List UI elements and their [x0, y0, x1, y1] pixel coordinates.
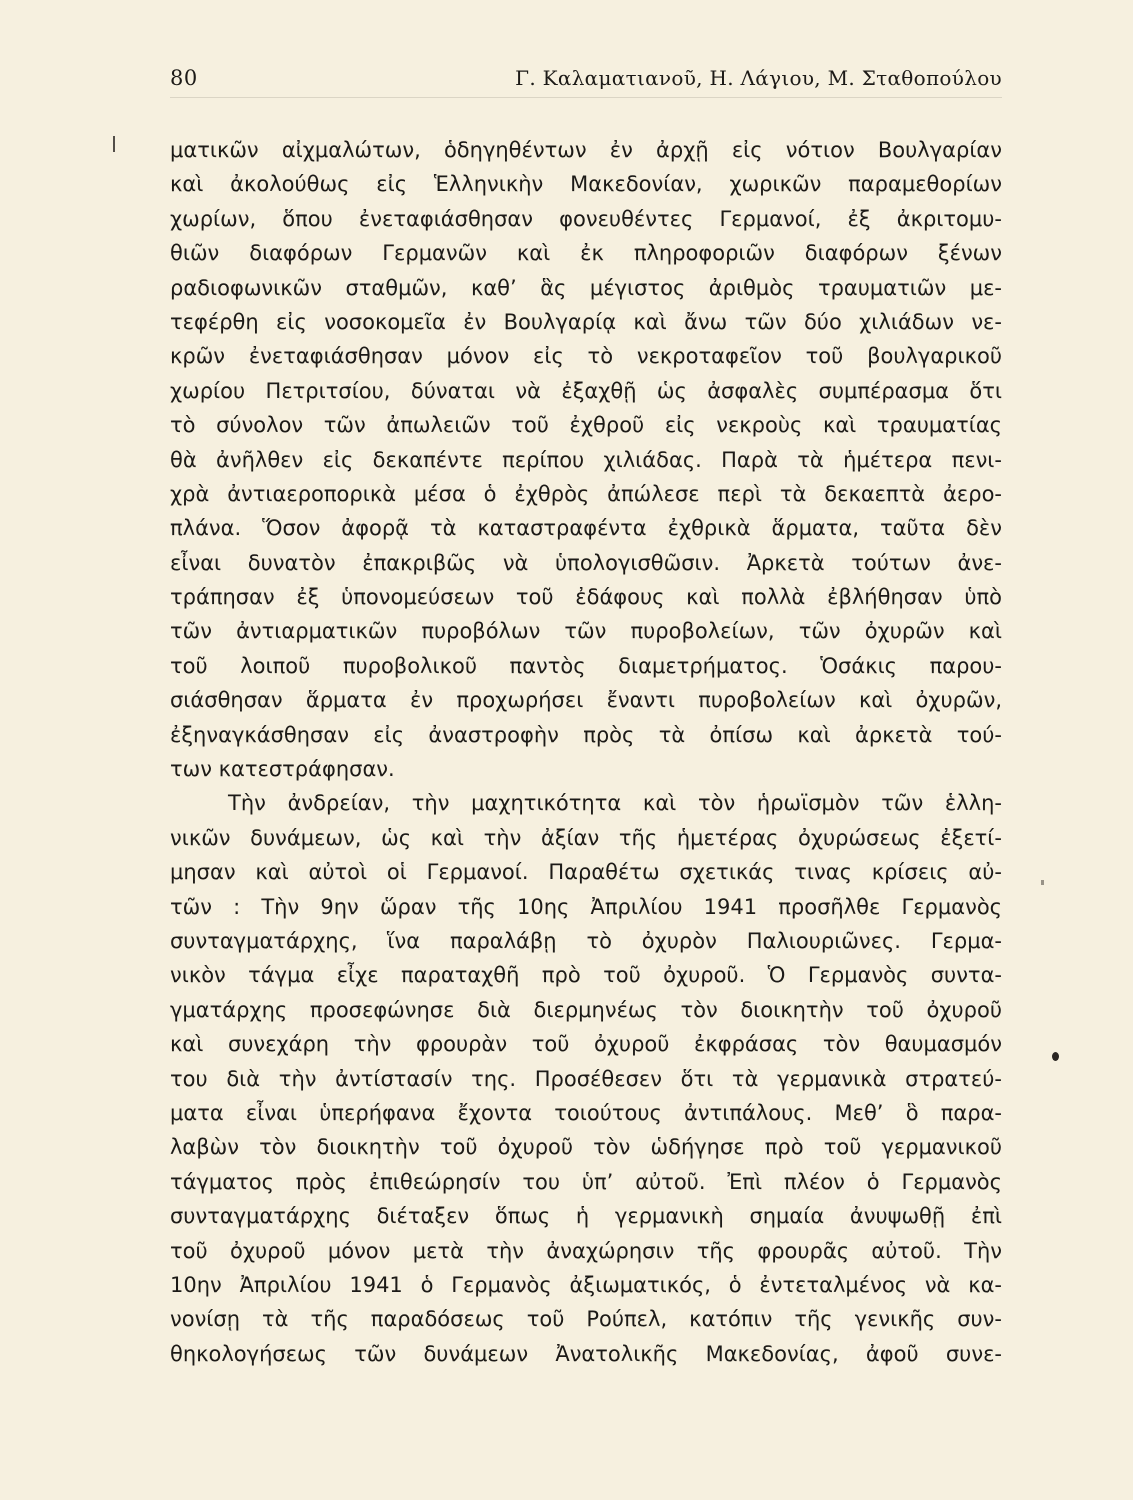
text-line: χρὰ ἀντιαεροπορικὰ μέσα ὁ ἐχθρὸς ἀπώλεσε περὶ τὰ δεκαεπτὰ ἀερο-	[170, 481, 1002, 506]
text-line: τοῦ λοιποῦ πυροβολικοῦ παντὸς διαμετρήματος. Ὁσάκις παρου-	[170, 653, 1002, 678]
page-number: 80	[170, 66, 198, 90]
header-rule	[170, 97, 1002, 98]
running-head: Γ. Καλαματιανοῦ, Η. Λάγιου, Μ. Σταθοπούλου	[515, 66, 1002, 90]
text-line: καὶ συνεχάρη τὴν φρουρὰν τοῦ ὀχυροῦ ἐκφράσας τὸν θαυμασμόν	[170, 1032, 1002, 1057]
body-text	[170, 133, 1010, 1371]
text-line: λαβὼν τὸν διοικητὴν τοῦ ὀχυροῦ τὸν ὡδήγησε πρὸ τοῦ γερμανικοῦ	[170, 1135, 1002, 1160]
text-line: νικῶν δυνάμεων, ὡς καὶ τὴν ἀξίαν τῆς ἡμετέρας ὀχυρώσεως ἐξετί-	[170, 825, 1002, 850]
text-line: του διὰ τὴν ἀντίστασίν της. Προσέθεσεν ὅτι τὰ γερμανικὰ στρατεύ-	[170, 1066, 1002, 1091]
text-line: θὰ ἀνῆλθεν εἰς δεκαπέντε περίπου χιλιάδας. Παρὰ τὰ ἡμέτερα πενι-	[170, 447, 1002, 472]
text-line: θηκολογήσεως τῶν δυνάμεων Ἀνατολικῆς Μακεδονίας, ἀφοῦ συνε-	[170, 1341, 1002, 1366]
text-line: τοῦ ὀχυροῦ μόνον μετὰ τὴν ἀναχώρησιν τῆς φρουρᾶς αὐτοῦ. Τὴν	[170, 1238, 1002, 1263]
text-line: κρῶν ἐνεταφιάσθησαν μόνον εἰς τὸ νεκροταφεῖον τοῦ βουλγαρικοῦ	[170, 344, 1002, 369]
text-line: σιάσθησαν ἅρματα ἐν προχωρήσει ἔναντι πυροβολείων καὶ ὀχυρῶν,	[170, 688, 1002, 713]
text-line: πλάνα. Ὅσον ἀφορᾷ τὰ καταστραφέντα ἐχθρικὰ ἅρματα, ταῦτα δὲν	[170, 516, 1002, 541]
text-line: νικὸν τάγμα εἶχε παραταχθῆ πρὸ τοῦ ὀχυροῦ. Ὁ Γερμανὸς συντα-	[170, 963, 1002, 988]
text-line: χωρίων, ὅπου ἐνεταφιάσθησαν φονευθέντες Γερμανοί, ἐξ ἀκριτομυ-	[170, 206, 1002, 231]
page-header	[170, 66, 1002, 94]
text-line: ἐξηναγκάσθησαν εἰς ἀναστροφὴν πρὸς τὰ ὀπίσω καὶ ἀρκετὰ τού-	[170, 722, 1002, 747]
margin-tick-mark	[1041, 880, 1044, 885]
margin-dot-mark	[1052, 1052, 1059, 1061]
text-line: τῶν ἀντιαρματικῶν πυροβόλων τῶν πυροβολείων, τῶν ὀχυρῶν καὶ	[170, 619, 1002, 644]
text-line: τεφέρθη εἰς νοσοκομεῖα ἐν Βουλγαρίᾳ καὶ ἄνω τῶν δύο χιλιάδων νε-	[170, 309, 1002, 334]
text-line: νονίσῃ τὰ τῆς παραδόσεως τοῦ Ρούπελ, κατόπιν τῆς γενικῆς συν-	[170, 1307, 1002, 1332]
text-line: χωρίου Πετριτσίου, δύναται νὰ ἐξαχθῇ ὡς ἀσφαλὲς συμπέρασμα ὅτι	[170, 378, 1002, 403]
text-line: γματάρχης προσεφώνησε διὰ διερμηνέως τὸν διοικητὴν τοῦ ὀχυροῦ	[170, 997, 1002, 1022]
margin-pencil-mark	[113, 136, 115, 152]
text-line: ματικῶν αἰχμαλώτων, ὁδηγηθέντων ἐν ἀρχῇ εἰς νότιον Βουλγαρίαν	[170, 138, 1002, 162]
text-line: συνταγματάρχης, ἵνα παραλάβῃ τὸ ὀχυρὸν Παλιουριῶνες. Γερμα-	[170, 928, 1002, 953]
text-line: τὸ σύνολον τῶν ἀπωλειῶν τοῦ ἐχθροῦ εἰς νεκροὺς καὶ τραυματίας	[170, 413, 1002, 438]
text-line: τράπησαν ἐξ ὑπονομεύσεων τοῦ ἐδάφους καὶ πολλὰ ἐβλήθησαν ὑπὸ	[170, 585, 1002, 610]
text-line: ραδιοφωνικῶν σταθμῶν, καθ’ ἃς μέγιστος ἀριθμὸς τραυματιῶν με-	[170, 275, 1002, 300]
text-line: συνταγματάρχης διέταξεν ὅπως ἡ γερμανικὴ σημαία ἀνυψωθῇ ἐπὶ	[170, 1204, 1002, 1229]
text-line: καὶ ἀκολούθως εἰς Ἑλληνικὴν Μακεδονίαν, χωρικῶν παραμεθορίων	[170, 172, 1002, 197]
text-line: εἶναι δυνατὸν ἐπακριβῶς νὰ ὑπολογισθῶσιν. Ἀρκετὰ τούτων ἀνε-	[170, 550, 1002, 575]
text-line: μησαν καὶ αὐτοὶ οἱ Γερμανοί. Παραθέτω σχετικάς τινας κρίσεις αὐ-	[170, 860, 1002, 885]
paragraph-start-line: Τὴν ἀνδρείαν, τὴν μαχητικότητα καὶ τὸν ἡρωϊσμὸν τῶν ἑλλη-	[228, 791, 1002, 816]
text-line: των κατεστράφησαν.	[170, 757, 395, 782]
text-line: ματα εἶναι ὑπερήφανα ἔχοντα τοιούτους ἀντιπάλους. Μεθ’ ὃ παρα-	[170, 1100, 1002, 1125]
text-line: 10ην Ἀπριλίου 1941 ὁ Γερμανὸς ἀξιωματικός, ὁ ἐντεταλμένος νὰ κα-	[170, 1272, 1002, 1297]
text-line: θιῶν διαφόρων Γερμανῶν καὶ ἐκ πληροφοριῶν διαφόρων ξένων	[170, 241, 1002, 266]
text-line: τῶν : Τὴν 9ην ὥραν τῆς 10ης Ἀπριλίου 1941 προσῆλθε Γερμανὸς	[170, 894, 1002, 919]
text-line: τάγματος πρὸς ἐπιθεώρησίν του ὑπ’ αὐτοῦ. Ἐπὶ πλέον ὁ Γερμανὸς	[170, 1169, 1002, 1194]
